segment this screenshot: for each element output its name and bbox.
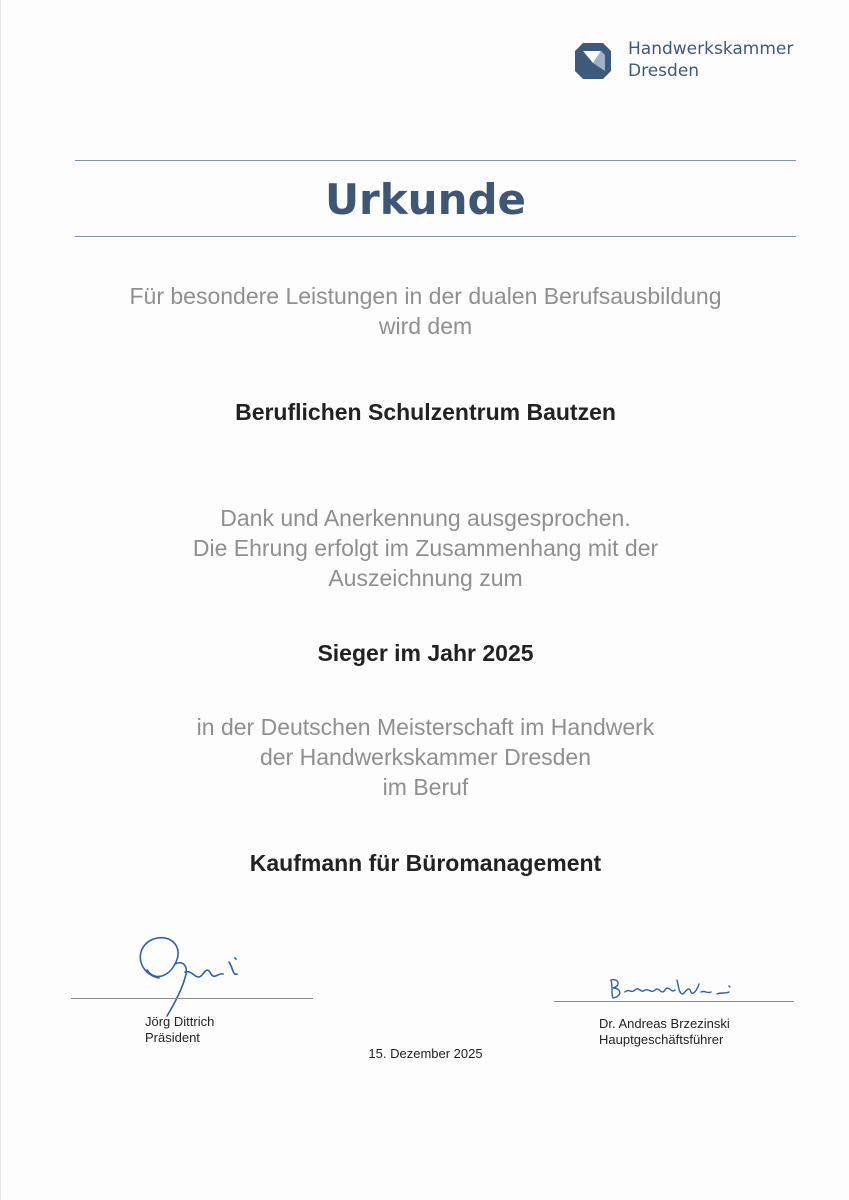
title-rule-bottom <box>75 236 796 237</box>
acknowledgement-line-1: Dank und Anerkennung ausgesprochen. <box>220 505 631 531</box>
acknowledgement-line-2: Die Ehrung erfolgt im Zusammenhang mit der <box>192 535 659 561</box>
intro-line-1: Für besondere Leistungen in der dualen Berufsausbildung <box>129 283 722 309</box>
award-title: Sieger im Jahr 2025 <box>317 640 534 666</box>
organization-name-line1: Handwerkskammer <box>628 39 794 59</box>
context-line-1: in der Deutschen Meisterschaft im Handwerk <box>196 714 655 740</box>
context-line-3: im Beruf <box>382 774 469 800</box>
signature-line-left <box>71 998 313 999</box>
signatory-left-role: Präsident <box>145 1030 200 1045</box>
organization-logo <box>573 38 813 86</box>
organization-name-line2: Dresden <box>628 61 700 81</box>
signatory-left <box>145 1014 214 1046</box>
certificate-title: Urkunde <box>324 175 527 224</box>
title-rule-top <box>75 160 796 161</box>
signatory-right-role: Hauptgeschäftsführer <box>599 1032 724 1047</box>
acknowledgement-text <box>1 503 849 593</box>
signatory-right <box>599 1016 730 1048</box>
context-text <box>1 712 849 802</box>
handwerkskammer-logo-icon <box>573 41 613 81</box>
president-signature <box>129 930 249 1020</box>
intro-line-2: wird dem <box>378 313 473 339</box>
profession-name: Kaufmann für Büromanagement <box>249 850 602 876</box>
context-line-2: der Handwerkskammer Dresden <box>259 744 592 770</box>
signatory-left-name: Jörg Dittrich <box>145 1014 215 1029</box>
recipient-name: Beruflichen Schulzentrum Bautzen <box>235 399 616 425</box>
issue-date: 15. Dezember 2025 <box>368 1046 483 1061</box>
signature-line-right <box>554 1001 794 1002</box>
acknowledgement-line-3: Auszeichnung zum <box>328 565 523 591</box>
intro-text <box>1 281 849 341</box>
organization-name <box>628 38 793 82</box>
signatory-right-name: Dr. Andreas Brzezinski <box>599 1016 730 1031</box>
